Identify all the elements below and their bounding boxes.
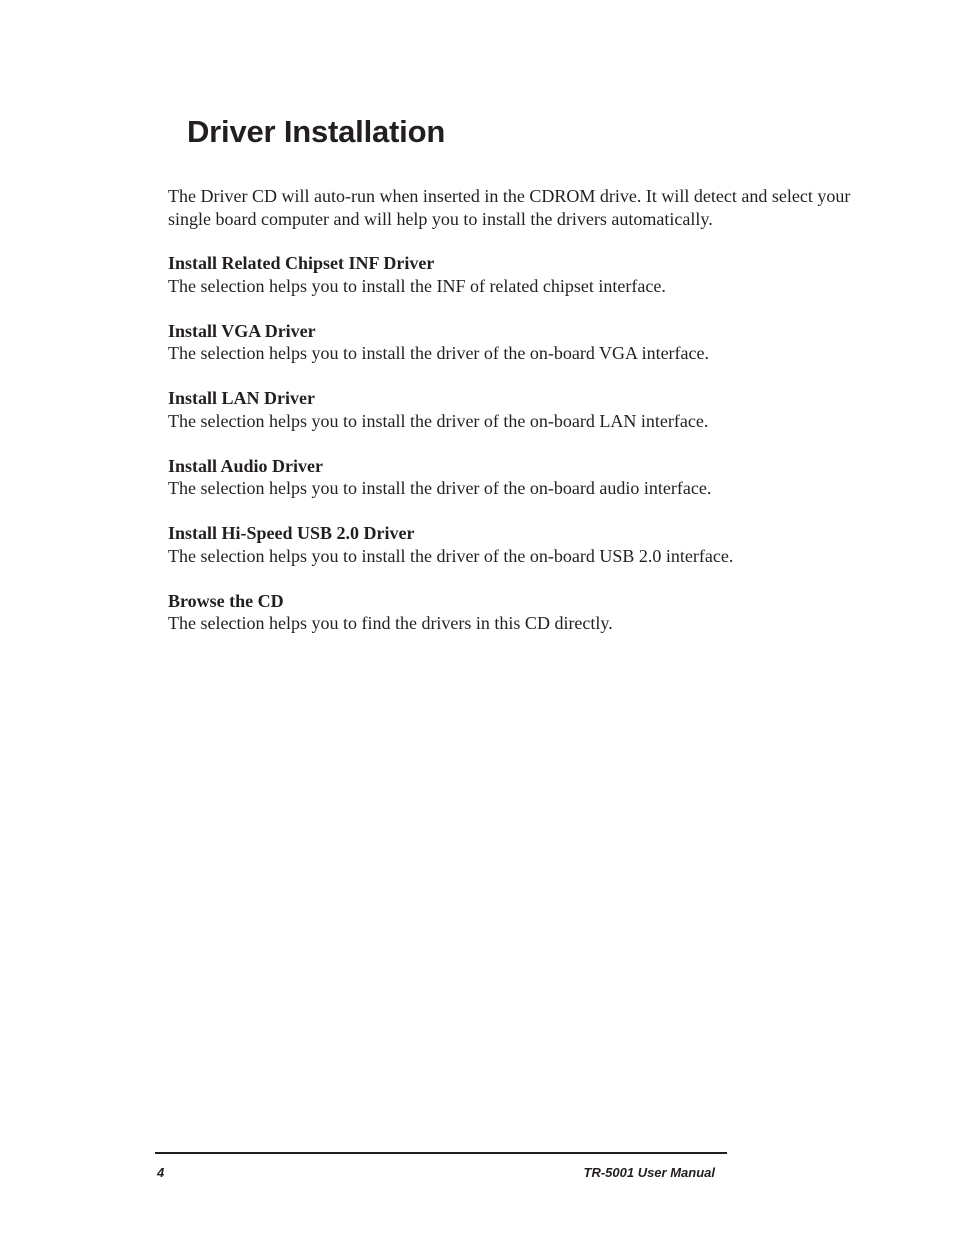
section-heading: Install Hi-Speed USB 2.0 Driver [168,523,415,543]
section-heading: Browse the CD [168,590,284,611]
section-description: The selection helps you to install the driver of the on-board audio interface. [168,478,712,498]
section-audio-driver [168,455,888,500]
section-description: The selection helps you to install the driver of the on-board VGA interface. [168,343,710,363]
section-heading: Install LAN Driver [168,388,315,408]
section-vga-driver [168,320,888,365]
page-number: 4 [157,1165,165,1180]
section-lan-driver [168,387,888,432]
section-usb-driver [168,522,888,567]
section-heading: Install VGA Driver [168,320,316,341]
section-description: The selection helps you to find the drivers in this CD directly. [168,613,613,633]
document-body [168,185,888,657]
footer-divider [155,1152,727,1154]
section-browse-cd [168,590,888,635]
section-description: The selection helps you to install the driver of the on-board USB 2.0 interface. [168,545,734,566]
section-description: The selection helps you to install the driver of the on-board LAN interface. [168,410,709,431]
page-title: Driver Installation [187,114,446,149]
section-heading: Install Related Chipset INF Driver [168,253,435,273]
intro-paragraph: The Driver CD will auto-run when inserted in the CDROM drive. It will detect and select your single board computer and will help you to install the drivers automatically. [168,186,851,229]
section-description: The selection helps you to install the INF of related chipset interface. [168,275,666,296]
manual-title: TR-5001 User Manual [583,1165,715,1180]
section-heading: Install Audio Driver [168,455,324,476]
section-chipset-inf [168,252,888,297]
